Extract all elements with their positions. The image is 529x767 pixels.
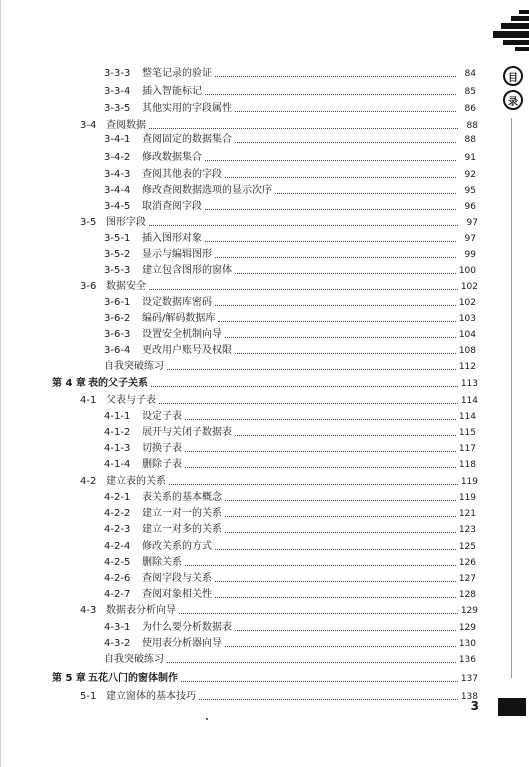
contents-mark-bottom: 录 (503, 90, 523, 110)
chapter-tab-decoration (489, 10, 529, 52)
entry-number: 4-2 (80, 476, 97, 487)
entry-page: 118 (458, 460, 476, 470)
entry-page: 117 (458, 444, 476, 454)
dot-leader (215, 257, 456, 258)
dot-leader (185, 451, 456, 452)
entry-page: 100 (458, 266, 476, 276)
subsection-entry (104, 518, 476, 536)
dot-leader (185, 565, 456, 566)
entry-title: 使用表分析器向导 (142, 638, 222, 649)
entry-number: 4-2-7 (104, 589, 131, 600)
entry-number: 4-1-1 (104, 411, 131, 422)
entry-number: 3-5-3 (104, 265, 131, 276)
entry-number: 4-2-3 (104, 524, 131, 535)
chapter-entry (52, 372, 478, 390)
dot-leader (225, 500, 456, 501)
dot-leader (218, 321, 456, 322)
entry-number: 3-6 (80, 281, 97, 292)
dot-leader (275, 193, 456, 194)
dot-leader (215, 597, 456, 598)
dot-leader (179, 613, 458, 614)
dot-leader (215, 549, 456, 550)
dot-leader (215, 581, 456, 582)
entry-title: 插入图形对象 (142, 233, 202, 244)
entry-page: 108 (458, 346, 476, 356)
entry-number: 4-1 (80, 395, 97, 406)
entry-title: 设定数据库密码 (142, 297, 212, 308)
entry-page: 99 (464, 250, 476, 260)
subsection-entry (104, 648, 476, 666)
entry-page: 97 (464, 234, 476, 244)
entry-page: 112 (458, 362, 476, 372)
entry-title: 查阅字段与关系 (142, 573, 212, 584)
entry-title: 为什么要分析数据表 (142, 622, 232, 633)
entry-page: 104 (458, 330, 476, 340)
chapter-entry (52, 667, 478, 685)
entry-page: 123 (458, 525, 476, 535)
dot-leader (225, 337, 456, 338)
entry-page: 119 (460, 477, 478, 487)
entry-title: 五花八门的窗体制作 (88, 673, 178, 684)
dot-leader (225, 532, 456, 533)
entry-title: 数据表分析向导 (106, 605, 176, 616)
entry-page: 102 (460, 282, 478, 292)
entry-page: 91 (464, 153, 476, 163)
entry-number: 3-4-5 (104, 201, 131, 212)
entry-page: 138 (460, 692, 478, 702)
entry-title: 修改数据集合 (142, 152, 202, 163)
entry-title: 删除关系 (142, 557, 182, 568)
entry-page: 136 (458, 655, 476, 665)
page-corner-block (498, 698, 526, 716)
entry-number: 3-3-3 (104, 68, 131, 79)
entry-page: 86 (464, 104, 476, 114)
entry-title: 查阅对象相关性 (142, 589, 212, 600)
entry-page: 84 (464, 69, 476, 79)
dot-leader (169, 484, 458, 485)
page-number: 3 (470, 699, 479, 713)
entry-number: 4-1-2 (104, 427, 131, 438)
entry-page: 114 (460, 396, 478, 406)
entry-page: 114 (458, 412, 476, 422)
dot-leader (151, 386, 458, 387)
dot-leader (167, 369, 456, 370)
section-entry (80, 599, 478, 617)
entry-page: 128 (458, 590, 476, 600)
entry-number: 5-1 (80, 691, 97, 702)
dot-leader (205, 160, 456, 161)
entry-title: 父表与子表 (106, 395, 156, 406)
entry-number: 4-2-2 (104, 508, 131, 519)
dot-leader (205, 94, 456, 95)
entry-page: 125 (458, 542, 476, 552)
scan-left-edge (0, 0, 1, 767)
entry-number: 3-4-4 (104, 185, 131, 196)
subsection-entry (104, 355, 476, 373)
entry-page: 127 (458, 574, 476, 584)
entry-title: 取消查阅字段 (142, 201, 202, 212)
dot-leader (205, 209, 456, 210)
entry-title: 建立表的关系 (106, 476, 166, 487)
contents-mark-top: 目 (503, 66, 523, 86)
entry-number: 4-3 (80, 605, 97, 616)
entry-number: 第 4 章 (52, 378, 86, 389)
dot-leader (149, 225, 458, 226)
entry-page: 129 (460, 606, 478, 616)
dot-leader (185, 467, 456, 468)
entry-page: 103 (458, 314, 476, 324)
entry-title: 删除子表 (142, 459, 182, 470)
dot-leader (215, 305, 456, 306)
dot-leader (159, 403, 458, 404)
entry-number: 3-3-4 (104, 86, 131, 97)
entry-title: 图形字段 (106, 217, 146, 228)
entry-title: 建立一对多的关系 (142, 524, 222, 535)
entry-title: 建立一对一的关系 (142, 508, 222, 519)
dot-leader (235, 111, 456, 112)
subsection-entry (104, 453, 476, 471)
dot-leader (225, 516, 456, 517)
entry-title: 修改查阅数据选项的显示次序 (142, 185, 272, 196)
entry-page: 102 (458, 298, 476, 308)
entry-number: 4-2-6 (104, 573, 131, 584)
entry-number: 4-2-5 (104, 557, 131, 568)
entry-number: 3-3-5 (104, 103, 131, 114)
dot-leader (235, 630, 456, 631)
entry-title: 设定子表 (142, 411, 182, 422)
entry-title: 整笔记录的验证 (142, 68, 212, 79)
entry-title: 设置安全机制向导 (142, 329, 222, 340)
entry-page: 130 (458, 639, 476, 649)
entry-title: 建立窗体的基本技巧 (106, 691, 196, 702)
entry-number: 3-4-3 (104, 169, 131, 180)
entry-number: 3-6-2 (104, 313, 131, 324)
subsection-entry (104, 62, 476, 80)
dot-leader (167, 662, 456, 663)
entry-number: 3-4-1 (104, 134, 131, 145)
entry-page: 119 (458, 493, 476, 503)
entry-title: 其他实用的字段属性 (142, 103, 232, 114)
entry-title: 修改关系的方式 (142, 541, 212, 552)
entry-number: 4-2-4 (104, 541, 131, 552)
entry-page: 129 (458, 623, 476, 633)
entry-number: 第 5 章 (52, 673, 86, 684)
entry-number: 3-6-3 (104, 329, 131, 340)
entry-title: 自我突破练习 (104, 654, 164, 665)
dot-leader (235, 435, 456, 436)
entry-title: 显示与编辑图形 (142, 249, 212, 260)
dot-leader (225, 646, 456, 647)
entry-number: 3-6-4 (104, 345, 131, 356)
dot-leader (235, 273, 456, 274)
entry-number: 4-3-2 (104, 638, 131, 649)
entry-page: 95 (464, 186, 476, 196)
dot-leader (185, 419, 456, 420)
edge-rule (511, 118, 512, 678)
dot-leader (235, 353, 456, 354)
entry-page: 92 (464, 170, 476, 180)
entry-title: 切换子表 (142, 443, 182, 454)
entry-number: 3-4 (80, 120, 97, 131)
entry-number: 3-5-1 (104, 233, 131, 244)
entry-page: 97 (466, 218, 478, 228)
entry-page: 96 (464, 202, 476, 212)
entry-number: 4-3-1 (104, 622, 131, 633)
subsection-entry (104, 97, 476, 115)
dot-leader (181, 681, 458, 682)
entry-page: 85 (464, 87, 476, 97)
entry-page: 115 (458, 428, 476, 438)
entry-number: 3-5-2 (104, 249, 131, 260)
section-entry (80, 685, 478, 703)
entry-title: 编码/解码数据库 (142, 313, 216, 324)
dot-leader (235, 142, 456, 143)
entry-page: 113 (460, 379, 478, 389)
scan-speck (206, 718, 208, 720)
entry-title: 查阅数据 (106, 120, 146, 131)
dot-leader (225, 177, 456, 178)
entry-title: 表关系的基本概念 (142, 492, 222, 503)
entry-page: 137 (460, 674, 478, 684)
dot-leader (199, 699, 458, 700)
dot-leader (149, 289, 458, 290)
dot-leader (215, 76, 456, 77)
entry-number: 4-2-1 (104, 492, 131, 503)
entry-number: 4-1-3 (104, 443, 131, 454)
entry-title: 更改用户账号及权限 (142, 345, 232, 356)
entry-page: 88 (466, 121, 478, 131)
entry-title: 数据安全 (106, 281, 146, 292)
entry-title: 查阅其他表的字段 (142, 169, 222, 180)
entry-number: 3-6-1 (104, 297, 131, 308)
entry-number: 3-5 (80, 217, 97, 228)
subsection-entry (104, 128, 476, 146)
subsection-entry (104, 146, 476, 164)
subsection-entry (104, 80, 476, 98)
entry-number: 4-1-4 (104, 459, 131, 470)
entry-title: 查阅固定的数据集合 (142, 134, 232, 145)
entry-title: 建立包含图形的窗体 (142, 265, 232, 276)
entry-title: 插入智能标记 (142, 86, 202, 97)
entry-title: 展开与关闭子数据表 (142, 427, 232, 438)
entry-title: 自我突破练习 (104, 361, 164, 372)
entry-number: 3-4-2 (104, 152, 131, 163)
entry-page: 121 (458, 509, 476, 519)
entry-title: 表的父子关系 (88, 378, 148, 389)
dot-leader (205, 241, 456, 242)
entry-page: 88 (464, 135, 476, 145)
entry-page: 126 (458, 558, 476, 568)
